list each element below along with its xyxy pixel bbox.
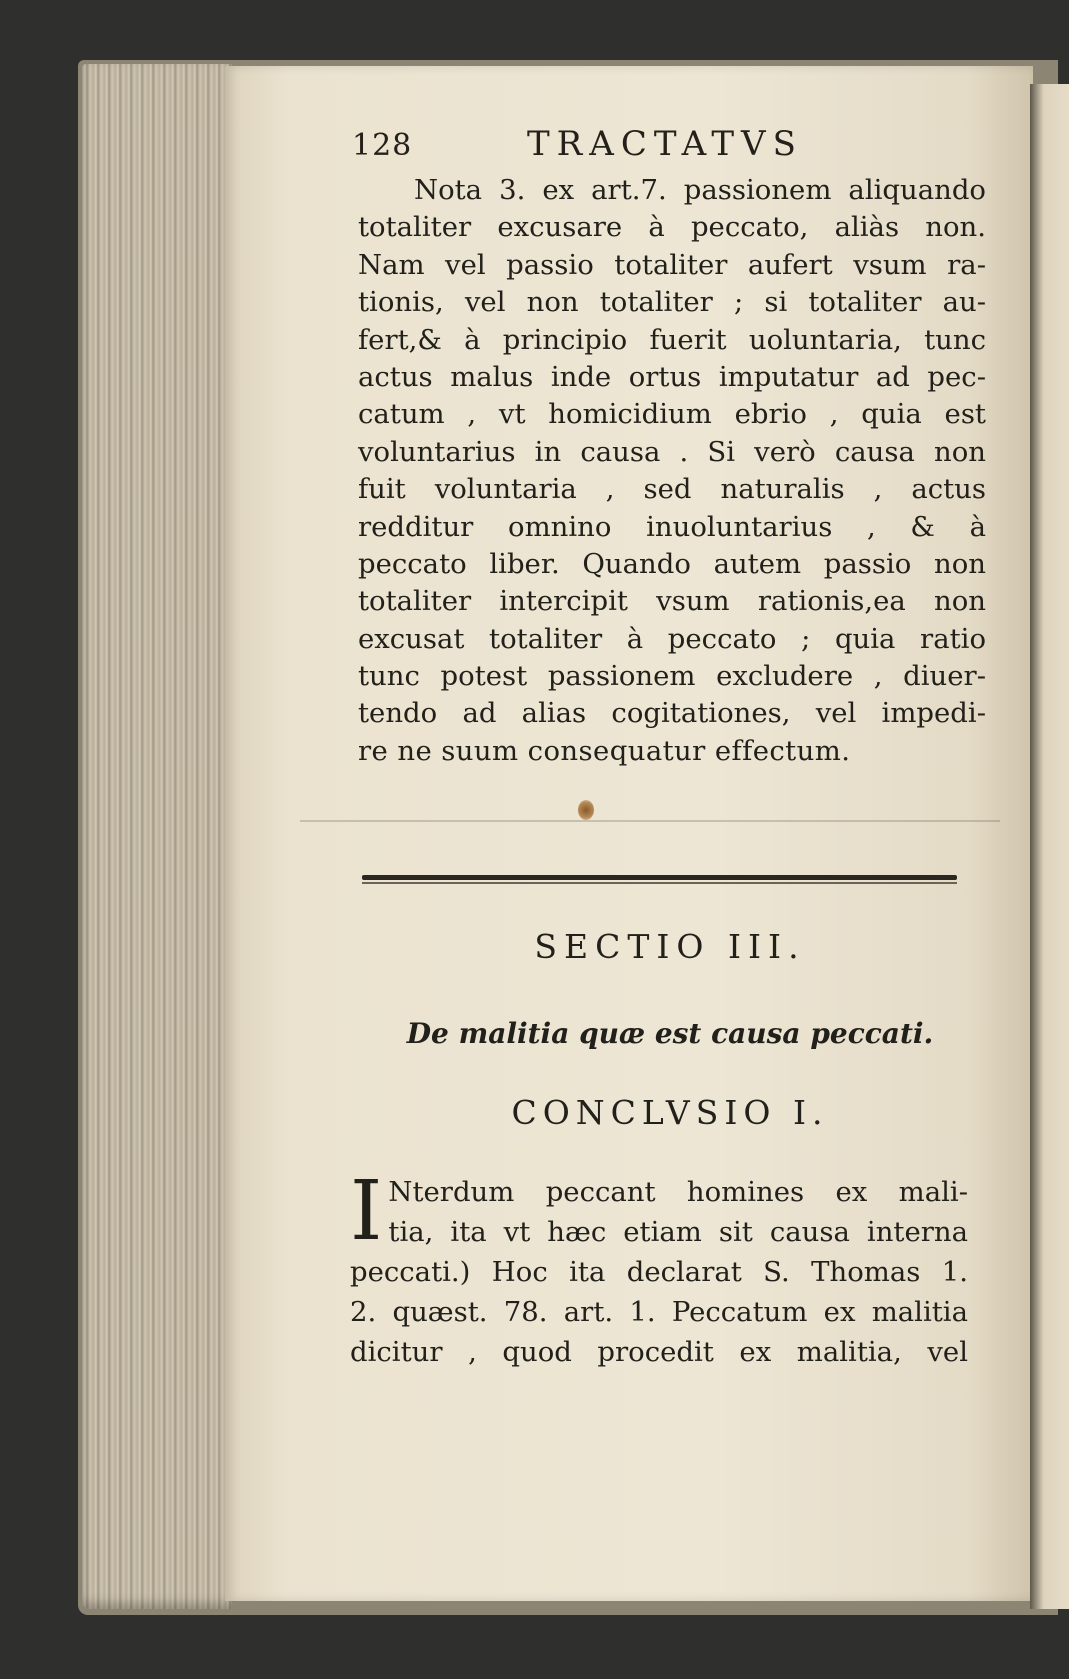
ink-show-through [300,820,1000,822]
running-title: TRACTATVS [527,124,803,164]
paragraph-nota [358,172,986,770]
page-number: 128 [352,128,413,163]
text-line: Nam vel passio totaliter aufert vsum ra- [358,248,986,281]
conclusion-heading: CONCLVSIO I. [511,1093,829,1132]
section-rule-thin [362,882,957,884]
text-line: tionis, vel non totaliter ; si totaliter au- [358,286,986,319]
section-rule [362,875,957,880]
text-line: totaliter excusare à peccato, aliàs non. [358,211,986,244]
section-heading: SECTIO III. [534,927,806,966]
section-subtitle: De malitia quæ est causa peccati. [406,1017,934,1050]
page-edges [82,64,232,1609]
text-line: peccato liber. Quando autem passio non [358,547,986,580]
text-line: excusat totaliter à peccato ; quia ratio [358,622,986,655]
text-line: tia, ita vt hæc etiam sit causa interna [388,1216,968,1248]
text-line: tendo ad alias cogitationes, vel impedi- [358,697,986,730]
ink-stain [578,800,594,820]
text-line: actus malus inde ortus imputatur ad pec- [358,360,986,393]
paragraph-conclusion [350,1164,968,1372]
text-line: voluntarius in causa . Si verò causa non [358,435,986,468]
text-line: dicitur , quod procedit ex malitia, vel [350,1336,968,1368]
facing-page-edge [1030,84,1069,1609]
running-head [352,124,1052,164]
text-line: redditur omnino inuoluntarius , & à [358,510,986,543]
text-line: Nterdum peccant homines ex mali- [388,1176,968,1208]
text-line: re ne suum consequatur effectum. [358,734,851,767]
text-line: fuit voluntaria , sed naturalis , actus [358,473,986,506]
text-line: 2. quæst. 78. art. 1. Peccatum ex malitia [350,1296,968,1328]
text-line: peccati.) Hoc ita declarat S. Thomas 1. [350,1256,968,1288]
text-line: catum , vt homicidium ebrio , quia est [358,398,986,431]
text-line: totaliter intercipit vsum rationis,ea non [358,585,986,618]
text-line: Nota 3. ex art.7. passionem aliquando [414,174,986,206]
text-line: tunc potest passionem excludere , diuer- [358,660,986,693]
drop-cap: I [350,1164,383,1259]
text-line: fert,& à principio fuerit uoluntaria, tunc [358,323,986,356]
